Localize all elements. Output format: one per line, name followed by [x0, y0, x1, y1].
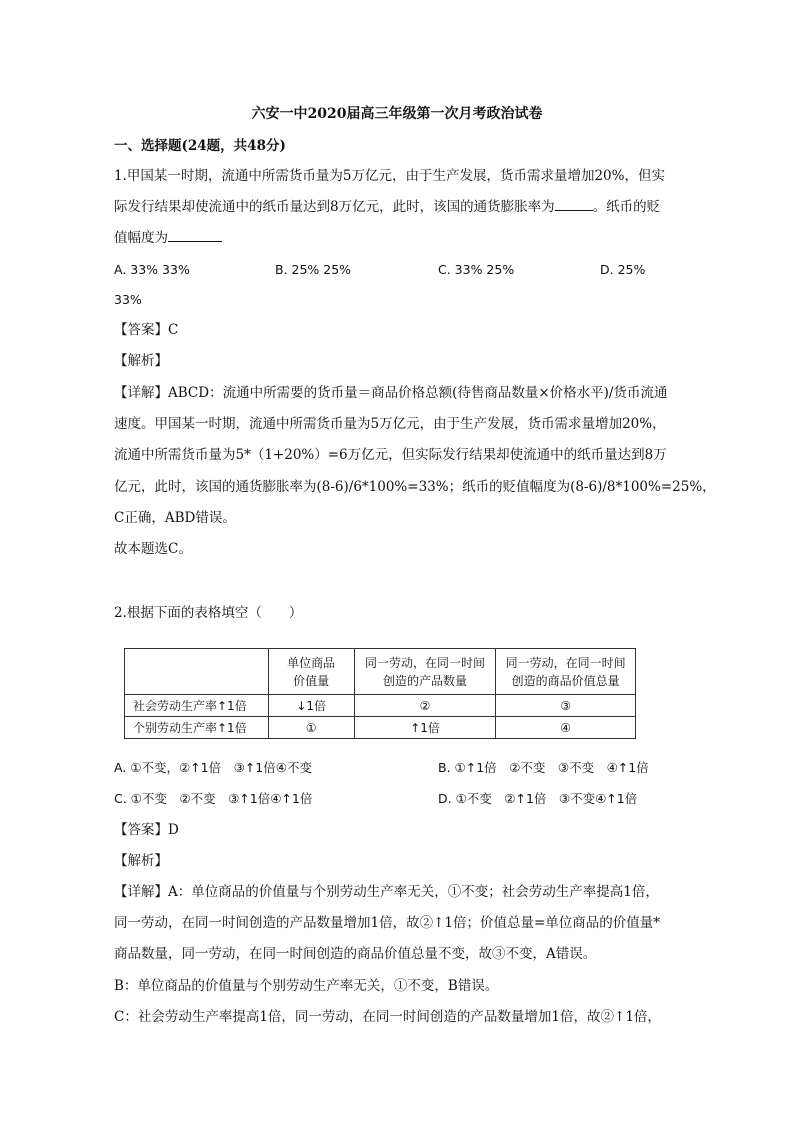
table-header-text: 同一劳动，在同一时间	[505, 655, 626, 670]
q2-option-d: D. ①不变 ②↑1倍 ③不变④↑1倍	[438, 791, 638, 806]
q1-stem-line1: 1.甲国某一时期，流通中所需货币量为5万亿元，由于生产发展，货币需求量增加20%，但实	[114, 168, 665, 184]
q1-stem-line2a: 际发行结果却使流通中的纸币量达到8万亿元，此时，该国的通货膨胀率为	[114, 199, 555, 215]
q1-option-a: A. 33% 33%	[114, 262, 190, 277]
q1-detail-line: 流通中所需货币量为5*（1+20%）=6万亿元，但实际发行结果却使流通中的纸币量达到8万	[114, 447, 667, 463]
q1-option-c: C. 33% 25%	[438, 262, 515, 277]
page-title: 六安一中2020届高三年级第一次月考政治试卷	[251, 106, 543, 122]
table-header-cell	[268, 649, 354, 695]
table-header-text: 创造的产品数量	[383, 673, 468, 688]
table-cell: ↑1倍	[354, 717, 496, 739]
q1-conclusion: 故本题选C。	[114, 541, 192, 557]
q1-stem-line3-text: 值幅度为	[114, 230, 168, 246]
table-header-text: 创造的商品价值总量	[511, 673, 620, 688]
table-header-text: 同一劳动，在同一时间	[365, 655, 486, 670]
table-cell: ②	[354, 695, 496, 717]
q1-answer-blank-1	[555, 196, 593, 211]
q1-stem-line3	[114, 227, 222, 248]
table-row-header: 社会劳动生产率↑1倍	[125, 695, 269, 717]
q2-detail-line: 【详解】A：单位商品的价值量与个别劳动生产率无关，①不变；社会劳动生产率提高1倍，	[114, 884, 659, 900]
q1-stem-line2b: 。纸币的贬	[592, 199, 661, 215]
table-corner-cell	[125, 649, 269, 695]
q2-analysis-label: 【解析】	[114, 853, 168, 869]
table-row	[125, 695, 636, 717]
q1-option-b: B. 25% 25%	[275, 262, 352, 277]
table-cell: ↓1倍	[268, 695, 354, 717]
table-row	[125, 717, 636, 739]
q1-detail-line: 速度。甲国某一时期，流通中所需货币量为5万亿元，由于生产发展，货币需求量增加20%，	[114, 416, 666, 432]
q1-detail-line: C正确，ABD错误。	[114, 510, 236, 526]
q1-answer-blank-2	[168, 227, 222, 242]
q1-answer: 【答案】C	[114, 322, 179, 338]
q2-detail-line: 商品数量，同一劳动，在同一时间创造的商品价值总量不变，故③不变，A错误。	[114, 946, 597, 962]
q1-option-d-continued: 33%	[114, 292, 142, 307]
q1-analysis-label: 【解析】	[114, 353, 168, 369]
q2-stem: 2.根据下面的表格填空（ ）	[114, 605, 303, 621]
q2-table	[124, 648, 636, 739]
q2-detail-line: B：单位商品的价值量与个别劳动生产率无关，①不变，B错误。	[114, 978, 499, 994]
q1-stem-line2	[114, 196, 660, 217]
table-row-header: 个别劳动生产率↑1倍	[125, 717, 269, 739]
q2-answer: 【答案】D	[114, 822, 179, 838]
table-cell: ③	[496, 695, 636, 717]
table-header-cell	[496, 649, 636, 695]
q2-option-a: A. ①不变，②↑1倍 ③↑1倍④不变	[114, 760, 312, 775]
table-header-text: 价值量	[293, 673, 330, 688]
q2-detail-line: 同一劳动，在同一时间创造的产品数量增加1倍，故②↑1倍；价值总量=单位商品的价值量*	[114, 915, 661, 931]
table-cell: ④	[496, 717, 636, 739]
table-header-cell	[354, 649, 496, 695]
section-header: 一、选择题(24题，共48分)	[114, 138, 286, 154]
q2-option-b: B. ①↑1倍 ②不变 ③不变 ④↑1倍	[438, 760, 649, 775]
q1-detail-line: 亿元，此时，该国的通货膨胀率为(8-6)/6*100%=33%；纸币的贬值幅度为(8-6)/8*100%=25%，	[114, 479, 716, 495]
table-header-row	[125, 649, 636, 695]
q2-detail-line: C：社会劳动生产率提高1倍，同一劳动，在同一时间创造的产品数量增加1倍，故②↑1倍，	[114, 1009, 661, 1025]
table-cell: ①	[268, 717, 354, 739]
q1-detail-line: 【详解】ABCD：流通中所需要的货币量＝商品价格总额(待售商品数量×价格水平)/货币流通	[114, 385, 668, 401]
q1-option-d: D. 25%	[600, 262, 646, 277]
q2-option-c: C. ①不变 ②不变 ③↑1倍④↑1倍	[114, 791, 313, 806]
table-header-text: 单位商品	[287, 655, 336, 670]
